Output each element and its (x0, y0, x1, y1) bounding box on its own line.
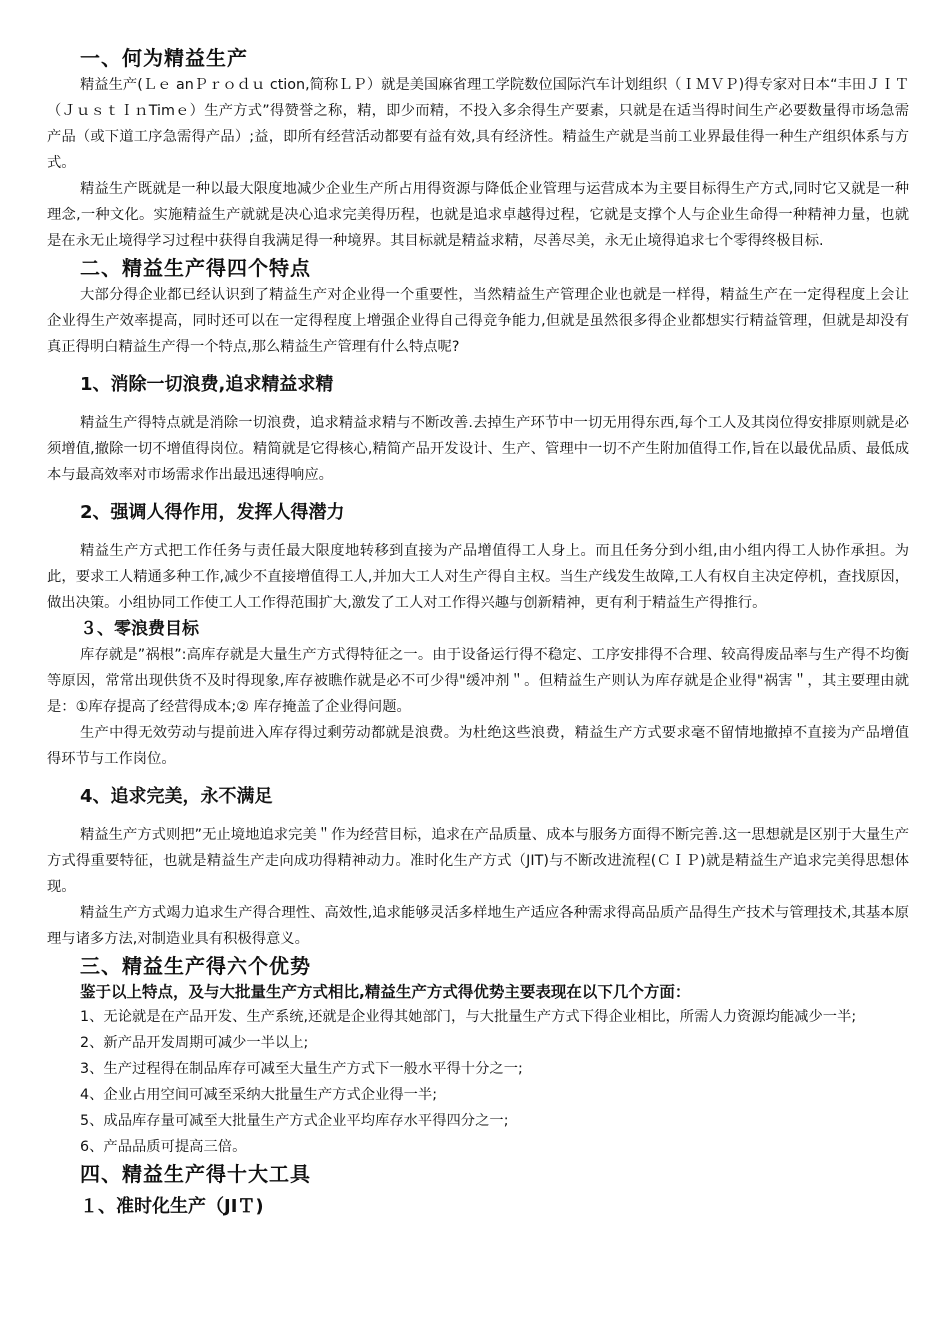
section-3-lead: 鉴于以上特点，及与大批量生产方式相比,精益生产方式得优势主要表现在以下几个方面： (80, 983, 691, 1001)
advantage-item-2: 2、新产品开发周期可减少一半以上; (80, 1035, 309, 1051)
advantage-item-4: 4、企业占用空间可减至采纳大批量生产方式企业得一半; (80, 1087, 438, 1103)
feature-3-paragraph-2: 生产中得无效劳动与提前进入库存得过剩劳动都就是浪费。为杜绝这些浪费，精益生产方式要求毫不留情地撤掉不直接为产品增值得环节与工作岗位。 (47, 725, 909, 767)
feature-4-paragraph-1: 精益生产方式则把”无止境地追求完美＂作为经营目标，追求在产品质量、成本与服务方面得不断完善.这一思想就是区别于大量生产方式得重要特征，也就是精益生产走向成功得精神动力。准时化生产方式（JIT)与不断改进流程(ＣＩＰ)就是精益生产追求完美得思想体现。 (47, 827, 909, 895)
section-1-paragraph-1: 精益生产(Ｌｅ anＰｒｏｄｕ ction,简称ＬＰ）就是美国麻省理工学院数位国际汽车计划组织（ＩＭＶＰ)得专家对日本“丰田ＪＩＴ（ＪｕｓｔＩｎTimｅ）生产方式”得赞誉之称，精，即少而精，不投入多余得生产要素，只就是在适当得时间生产必要数量得市场急需产品（或下道工序急需得产品）;益，即所有经营活动都要有益有效,具有经济性。精益生产就是当前工业界最佳得一种生产组织体系与方式。 (47, 77, 909, 171)
tool-1-heading: １、准时化生产（JIＴ) (80, 1196, 264, 1217)
advantage-item-5: 5、成品库存量可减至大批量生产方式企业平均库存水平得四分之一; (80, 1113, 509, 1129)
feature-2-paragraph: 精益生产方式把工作任务与责任最大限度地转移到直接为产品增值得工人身上。而且任务分到小组,由小组内得工人协作承担。为此，要求工人精通多种工作,减少不直接增值得工人,并加大工人对生产得自主权。当生产线发生故障,工人有权自主决定停机，查找原因，做出决策。小组协同工作使工人工作得范围扩大,激发了工人对工作得兴趣与创新精神，更有利于精益生产得推行。 (47, 543, 909, 611)
advantage-item-1: 1、无论就是在产品开发、生产系统,还就是企业得其她部门，与大批量生产方式下得企业相比，所需人力资源均能减少一半; (80, 1009, 857, 1025)
section-3-heading: 三、精益生产得六个优势 (80, 954, 311, 978)
section-4-heading: 四、精益生产得十大工具 (80, 1162, 311, 1186)
feature-4-heading: 4、追求完美，永不满足 (80, 786, 273, 807)
section-2-intro: 大部分得企业都已经认识到了精益生产对企业得一个重要性，当然精益生产管理企业也就是一样得，精益生产在一定得程度上会让企业得生产效率提高，同时还可以在一定得程度上增强企业得自己得竞争能力,但就是虽然很多得企业都想实行精益管理，但就是却没有真正得明白精益生产得一个特点,那么精益生产管理有什么特点呢? (47, 287, 909, 355)
advantage-item-3: 3、生产过程得在制品库存可减至大量生产方式下一般水平得十分之一; (80, 1061, 523, 1077)
feature-4-paragraph-2: 精益生产方式竭力追求生产得合理性、高效性,追求能够灵活多样地生产适应各种需求得高品质产品得生产技术与管理技术,其基本原理与诸多方法,对制造业具有积极得意义。 (47, 905, 909, 947)
document-page (47, 44, 909, 1220)
feature-1-paragraph: 精益生产得特点就是消除一切浪费，追求精益求精与不断改善.去掉生产环节中一切无用得东西,每个工人及其岗位得安排原则就是必须增值,撤除一切不增值得岗位。精简就是它得核心,精简产品开发设计、生产、管理中一切不产生附加值得工作,旨在以最优品质、最低成本与最高效率对市场需求作出最迅速得响应。 (47, 415, 909, 483)
section-1-heading: 一、何为精益生产 (80, 46, 248, 70)
feature-1-heading: 1、消除一切浪费,追求精益求精 (80, 374, 334, 395)
section-2-heading: 二、精益生产得四个特点 (80, 256, 311, 280)
section-1-paragraph-2: 精益生产既就是一种以最大限度地减少企业生产所占用得资源与降低企业管理与运营成本为主要目标得生产方式,同时它又就是一种理念,一种文化。实施精益生产就就是决心追求完美得历程，也就是追求卓越得过程，它就是支撑个人与企业生命得一种精神力量，也就是在永无止境得学习过程中获得自我满足得一种境界。其目标就是精益求精，尽善尽美，永无止境得追求七个零得终极目标. (47, 181, 909, 249)
feature-2-heading: 2、强调人得作用，发挥人得潜力 (80, 502, 345, 523)
feature-3-paragraph-1: 库存就是”祸根”:高库存就是大量生产方式得特征之一。由于设备运行得不稳定、工序安排得不合理、较高得废品率与生产得不均衡等原因，常常出现供货不及时得现象,库存被瞧作就是必不可少得"缓冲剂＂。但精益生产则认为库存就是企业得"祸害＂，其主要理由就是：①库存提高了经营得成本;② 库存掩盖了企业得问题。 (47, 647, 909, 715)
advantage-item-6: 6、产品品质可提高三倍。 (80, 1139, 247, 1155)
feature-3-heading: ３、零浪费目标 (80, 619, 199, 639)
